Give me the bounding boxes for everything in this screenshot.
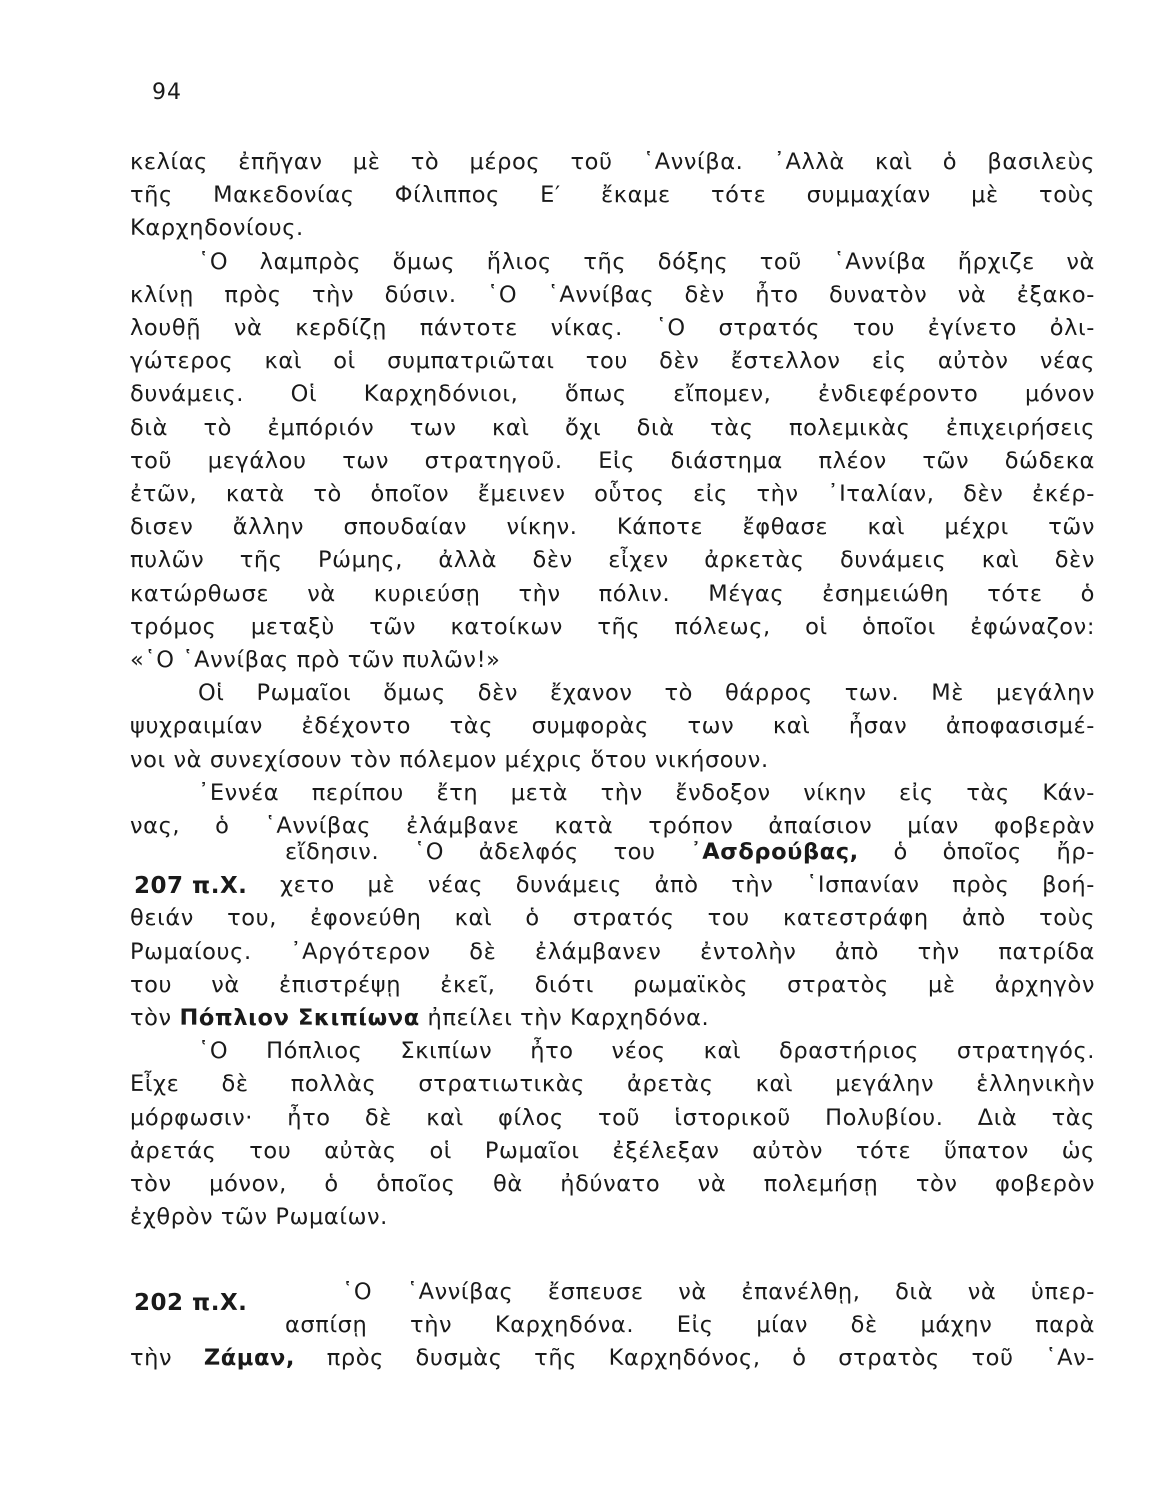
text-line: κλίνῃ πρὸς τὴν δύσιν. ῾Ο ῾Αννίβας δὲν ἦτο δυνατὸν νὰ ἐξακο- — [130, 281, 1095, 308]
text-line: νοι νὰ συνεχίσουν τὸν πόλεμον μέχρις ὅτου νικήσουν. — [130, 746, 769, 773]
text-line: «῾Ο ῾Αννίβας πρὸ τῶν πυλῶν!» — [130, 647, 501, 674]
text-line: γώτερος καὶ οἱ συμπατριῶται του δὲν ἔστελλον εἰς αὐτὸν νέας — [130, 348, 1095, 375]
text-line — [130, 1342, 1095, 1375]
text-segment: πρὸς δυσμὰς τῆς Καρχηδόνος, ὁ στρατὸς τοῦ ῾Αν- — [295, 1345, 1095, 1372]
text-segment: τὴν — [130, 1345, 204, 1372]
text-line: Καρχηδονίους. — [130, 215, 304, 242]
name-scipio: Πόπλιον Σκιπίωνα — [179, 1005, 420, 1032]
text-line: Οἱ Ρωμαῖοι ὅμως δὲν ἔχανον τὸ θάρρος των. Μὲ μεγάλην — [198, 680, 1095, 707]
text-block-second — [130, 836, 1095, 1234]
text-line: ἐτῶν, κατὰ τὸ ὁποῖον ἔμεινεν οὗτος εἰς τὴν ᾿Ιταλίαν, δὲν ἐκέρ- — [130, 481, 1095, 508]
text-line: του νὰ ἐπιστρέψῃ ἐκεῖ, διότι ρωμαϊκὸς στρατὸς μὲ ἀρχηγὸν — [130, 971, 1095, 998]
text-line: τῆς Μακεδονίας Φίλιππος Ε′ ἔκαμε τότε συμμαχίαν μὲ τοὺς — [130, 182, 1095, 209]
text-block-third — [130, 1276, 1095, 1376]
text-line: τρόμος μεταξὺ τῶν κατοίκων τῆς πόλεως, οἱ ὁποῖοι ἐφώναζον: — [130, 613, 1095, 640]
text-block-main — [130, 146, 1095, 843]
text-line: ἀρετάς του αὐτὰς οἱ Ρωμαῖοι ἐξέλεξαν αὐτὸν τότε ὕπατον ὡς — [130, 1137, 1095, 1164]
text-line: τοῦ μεγάλου των στρατηγοῦ. Εἰς διάστημα πλέον τῶν δώδεκα — [130, 447, 1095, 474]
text-line: ῾Ο Πόπλιος Σκιπίων ἦτο νέος καὶ δραστήριος στρατηγός. — [198, 1038, 1095, 1065]
text-line: Εἶχε δὲ πολλὰς στρατιωτικὰς ἀρετὰς καὶ μεγάλην ἑλληνικὴν — [130, 1071, 1095, 1098]
text-segment: τὸν — [130, 1005, 180, 1032]
text-line — [130, 1002, 1095, 1035]
text-line: ῾Ο ῾Αννίβας ἔσπευσε νὰ ἐπανέλθῃ, διὰ νὰ ὑπερ- — [342, 1279, 1095, 1305]
place-zama: Ζάμαν, — [203, 1345, 296, 1372]
name-asdrubal: ᾿Ασδρούβας, — [690, 839, 859, 865]
margin-date-202: 202 π.Χ. — [134, 1290, 248, 1316]
margin-date-207: 207 π.Χ. — [134, 873, 248, 899]
text-line: δυνάμεις. Οἱ Καρχηδόνιοι, ὅπως εἴπομεν, ἐνδιεφέροντο μόνον — [130, 381, 1095, 408]
page-number: 94 — [152, 80, 182, 105]
text-line: θειάν του, ἐφονεύθη καὶ ὁ στρατός του κατεστράφη ἀπὸ τοὺς — [130, 905, 1095, 932]
text-line: ψυχραιμίαν ἐδέχοντο τὰς συμφορὰς των καὶ ἦσαν ἀποφασισμέ- — [130, 713, 1095, 740]
text-line: ἐχθρὸν τῶν Ρωμαίων. — [130, 1204, 388, 1231]
text-line: τὸν μόνον, ὁ ὁποῖος θὰ ἠδύνατο νὰ πολεμήσῃ τὸν φοβερὸν — [130, 1171, 1095, 1198]
text-line: κελίας ἐπῆγαν μὲ τὸ μέρος τοῦ ῾Αννίβα. ᾿Αλλὰ καὶ ὁ βασιλεὺς — [130, 149, 1095, 175]
text-line: κατώρθωσε νὰ κυριεύσῃ τὴν πόλιν. Μέγας ἐσημειώθη τότε ὁ — [130, 580, 1095, 607]
text-line: λουθῇ νὰ κερδίζῃ πάντοτε νίκας. ῾Ο στρατός του ἐγίνετο ὀλι- — [130, 315, 1095, 342]
text-line: μόρφωσιν· ἦτο δὲ καὶ φίλος τοῦ ἱστορικοῦ Πολυβίου. Διὰ τὰς — [130, 1104, 1095, 1131]
text-line: χετο μὲ νέας δυνάμεις ἀπὸ τὴν ῾Ισπανίαν πρὸς βοή- — [280, 872, 1095, 899]
text-line: Ρωμαίους. ᾿Αργότερον δὲ ἐλάμβανεν ἐντολὴν ἀπὸ τὴν πατρίδα — [130, 938, 1095, 965]
text-line — [130, 836, 1095, 869]
text-line: ασπίσῃ τὴν Καρχηδόνα. Εἰς μίαν δὲ μάχην παρὰ — [285, 1312, 1095, 1339]
text-line: πυλῶν τῆς Ρώμης, ἀλλὰ δὲν εἶχεν ἀρκετὰς δυνάμεις καὶ δὲν — [130, 547, 1095, 574]
text-line: διὰ τὸ ἐμπόριόν των καὶ ὄχι διὰ τὰς πολεμικὰς ἐπιχειρήσεις — [130, 414, 1095, 441]
text-line: νας, ὁ ῾Αννίβας ἐλάμβανε κατὰ τρόπον ἀπαίσιον μίαν φοβερὰν — [130, 813, 1095, 840]
text-line: δισεν ἄλλην σπουδαίαν νίκην. Κάποτε ἔφθασε καὶ μέχρι τῶν — [130, 514, 1095, 541]
text-segment: εἴδησιν. ῾Ο ἀδελφός του — [285, 839, 691, 865]
text-line: ᾿Εννέα περίπου ἔτη μετὰ τὴν ἔνδοξον νίκην εἰς τὰς Κάν- — [198, 779, 1095, 806]
text-segment: ὁ ὁποῖος ἤρ- — [858, 839, 1095, 865]
text-line: ῾Ο λαμπρὸς ὅμως ἥλιος τῆς δόξης τοῦ ῾Αννίβα ἤρχιζε νὰ — [198, 248, 1095, 275]
text-segment: ἠπείλει τὴν Καρχηδόνα. — [419, 1005, 710, 1032]
